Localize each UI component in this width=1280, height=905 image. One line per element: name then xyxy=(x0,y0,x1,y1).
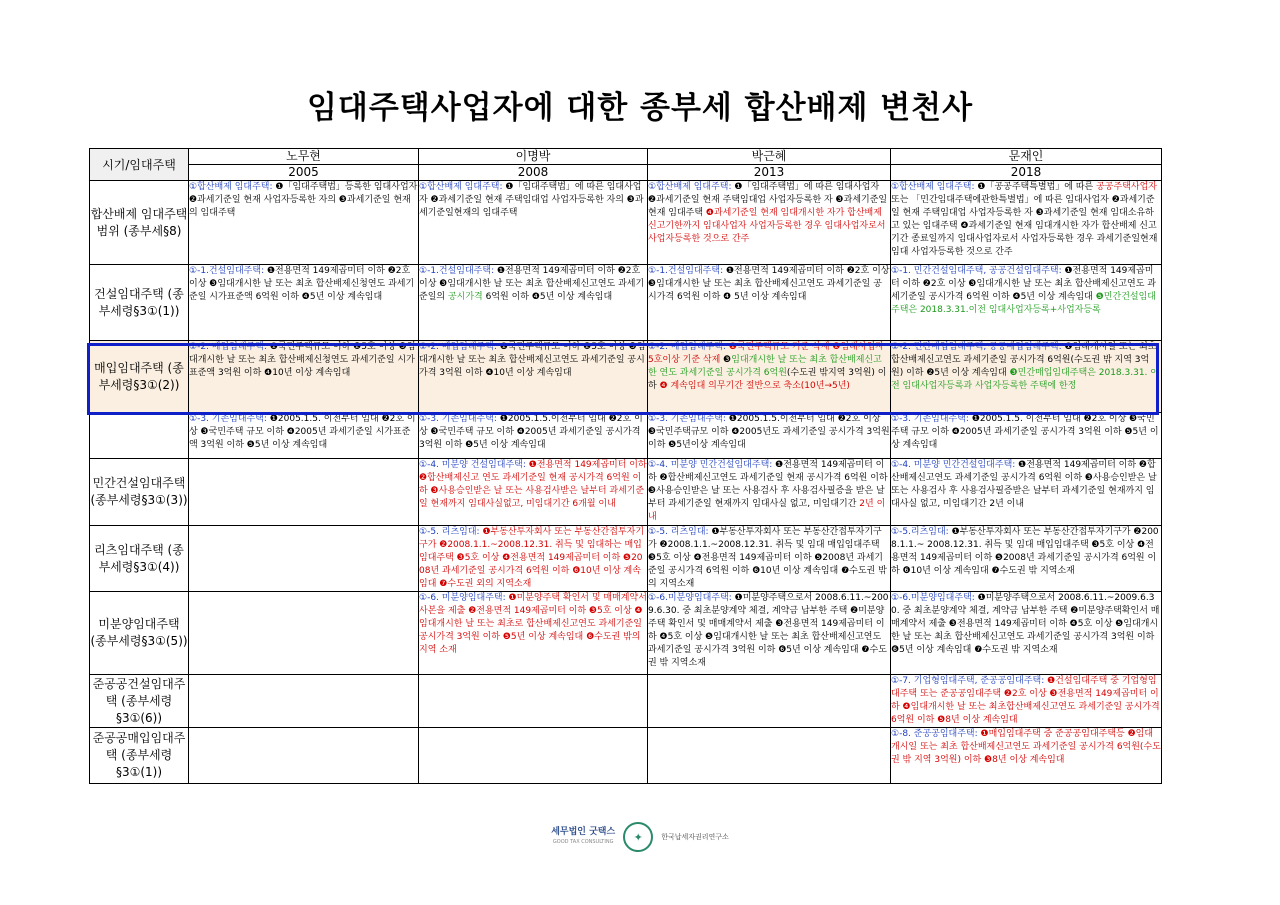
cell-text-segment: ❶국민주택규모 이하 ❷5호 이상 ❸임대개시한 날 또는 최초 합산배제신청연도 과세기준일 시가표준액 3억원 이하 ❹10년 이상 계속임대 xyxy=(189,342,416,378)
table-cell xyxy=(648,341,891,413)
row-label: 합산배제 임대주택 범위 (종부세§8) xyxy=(90,181,189,265)
cell-text-segment: ①합산배제 임대주택: xyxy=(419,182,506,192)
cell-text-segment: ①-8. 준공공임대주택: xyxy=(891,729,981,739)
table-row xyxy=(90,459,1162,526)
cell-text-segment: ①합산배제 임대주택: xyxy=(189,182,276,192)
column-name: 노무현 xyxy=(189,149,418,165)
cell-text-segment: ❶부동산투자회사 또는 부동산간접투자기구가 ❷2008.1.1.~2008.12.31. 취득 및 임대 매입임대주택 ❸5호 이상 ❹전용면적 149제곱미터 이하 ❺2008년 과세기준일 공시가격 6억원 이하 ❻10년 이상 계속임대 ❼수도권 밖의 지역소재 xyxy=(648,527,887,589)
table-cell xyxy=(891,265,1162,341)
table-cell xyxy=(419,459,648,526)
table-cell xyxy=(189,413,419,459)
table-cell xyxy=(419,675,648,728)
cell-text-segment: ❶「임대주택법」에 따른 임대사업자 ❷과세기준일 현재 주택임대업 사업자등록한 자 ❸과세기준일 현재 임대주택 xyxy=(648,182,888,218)
table-row xyxy=(90,341,1162,413)
cell-text-segment: ①-6.미분양임대주택: xyxy=(648,593,735,603)
cell-text-segment: ①-5. 리츠임대: xyxy=(419,527,483,537)
table-row xyxy=(90,265,1162,341)
cell-text-segment: 공시가격 xyxy=(447,292,483,302)
cell-text-segment: 2년 이내 xyxy=(648,499,886,522)
row-label: 미분양임대주택 (종부세령§3①(5)) xyxy=(90,592,189,675)
table-cell xyxy=(189,459,419,526)
cell-text-segment: ①-6. 미분양임대주택: xyxy=(419,593,509,603)
cell-text-segment: ①-3. 기존임대주택: xyxy=(189,414,270,424)
table-cell xyxy=(419,181,648,265)
cell-text-segment: ❶전용면적 149제곱미터 이하 ❷합산배제신고 연도 과세기준일 현재 공시가격 6억원 이하 ❸사용승인받은 날 또는 사용검사받은 날부터 과세기준일 현재까지 임대사실없고, 미임대기간 6개월 이내 xyxy=(419,460,647,509)
column-name: 문재인 xyxy=(891,149,1161,165)
cell-text-segment: ①합산배제 임대주택: xyxy=(648,182,735,192)
cell-text-segment: ❶국민주택규모 기준 삭제 ❷임대사업자 5호이상 기준 삭제 xyxy=(648,342,884,365)
cell-text-segment: 공공주택사업자 xyxy=(1096,182,1157,192)
table-row xyxy=(90,413,1162,459)
cell-text-segment: ❶미분양주택 확인서 및 매매계약서 사본을 제출 ❷전용면적 149제곱미터 이하 ❸5호 이상 ❹임대개시한 날 또는 최초로 합산배제신고연도 과세기준일 공시가격 3억원 이하 ❺5년 이상 계속임대 ❻수도권 밖의 지역 소재 xyxy=(419,593,647,655)
history-table xyxy=(89,148,1162,784)
goodtax-logo xyxy=(551,827,615,847)
table-cell xyxy=(891,592,1162,675)
cell-text-segment: ❶전용면적 149제곱미터 이하 ❷합산배제신고연도 과세기준일 현재 공시가격 6억원 이하 ❸사용승인받은 날 또는 사용검사 후 사용검사필증을 받은 날부터 과세기준일 현재까지 임대사실 없고, 미임대기간 xyxy=(648,460,888,509)
cell-text-segment: ❶2005.1.5.이전부터 임대 ❷2호 이상 ❸국민주택규모 이하 ❹2005년도 과세기준일 공시가격 3억원 이하 ❺5년이상 계속임대 xyxy=(648,414,890,450)
cell-text-segment: ①-1. 민간건설임대주택, 공공건설임대주택: xyxy=(891,266,1065,276)
cell-text-segment: ❹ 계속임대 의무기간 절반으로 축소(10년→5년) xyxy=(659,381,850,391)
table-cell xyxy=(189,675,419,728)
cell-text-segment: ❶2005.1.5.이전부터 임대 ❷2호 이상 ❸국민주택 규모 이하 ❹2005년 과세기준일 공시가격 3억원 이하 ❺5년 이상 계속임대 xyxy=(419,414,643,450)
table-cell xyxy=(648,265,891,341)
cell-text-segment: ①-2. 매입임대주택: xyxy=(189,342,270,352)
cell-text-segment: ❶「임대주택법」등록한 임대사업자 ❷과세기준일 현재 사업자등록한 자의 ❸과세기준일 현재의 임대주택 xyxy=(189,182,418,218)
column-year: 2005 xyxy=(288,165,319,179)
cell-text-segment: ❶전용면적 149제곱미터 이하 ❷2호 이상 ❸임대개시한 날 또는 최초 합산배제신고연도 과세기준일 공시가격 6억원 이하 ❹5년 이상 계속임대 xyxy=(891,266,1156,302)
cell-text-segment: ❶매입임대주택 중 준공공임대주택등 ❷임대개시일 또는 최초 합산배제신고연도 과세기준일 공시가격 6억원(수도권 밖 지역 3억원) 이하 ❸8년 이상 계속임대 xyxy=(891,729,1161,765)
column-name: 이명박 xyxy=(419,149,647,165)
cell-text-segment: ❶미분양주택으로서 2008.6.11.~2009.6.30. 중 최초분양계약 체결, 계약금 납부한 주택 ❷미분양주택확인서 매매계약서 제출 ❸전용면적 149제곱미터 이하 ❹5호 이상 ❺임대개시한 날 또는 최초 합산배제신고연도 과세기준일 공시가격 3억원 이하 ❻5년 이상 계속임대 ❼수도권 밖 지역소재 xyxy=(891,593,1160,655)
cell-text-segment: ①-5. 리츠임대: xyxy=(648,527,712,537)
table-cell xyxy=(189,592,419,675)
row-label: 민간건설임대주택 (종부세령§3①(3)) xyxy=(90,459,189,526)
row-label xyxy=(90,413,189,459)
table-cell xyxy=(891,459,1162,526)
table-cell xyxy=(891,181,1162,265)
cell-text-segment: ①-4. 미분양 건설임대주택: xyxy=(419,460,529,470)
table-cell xyxy=(891,413,1162,459)
cell-text-segment: ❶미분양주택으로서 2008.6.11.~2009.6.30. 중 최초분양계약 체결, 계약금 납부한 주택 ❷미분양주택 확인서 및 매매계약서 제출 ❸전용면적 149제곱미터 이하 ❹5호 이상 ❺임대개시한 날 또는 최초 합산배제신고연도 과세기준일 공시가격 3억원 이하 ❻5년 이상 계속임대 ❼수도권 밖 지역소재 xyxy=(648,593,889,668)
column-year: 2008 xyxy=(517,165,549,179)
table-cell xyxy=(891,728,1162,784)
table-row xyxy=(90,181,1162,265)
cell-text-segment: ①-1.건설임대주택: xyxy=(419,266,497,276)
column-year: 2013 xyxy=(753,165,785,179)
row-label: 매입임대주택 (종부세령§3①(2)) xyxy=(90,341,189,413)
column-year: 2018 xyxy=(1010,165,1042,179)
cell-text-segment: ❶전용면적 149제곱미터 이하 ❷2호 이상 ❸임대개시한 날 또는 최초 합산배제신고연도 과세기준일 공시가격 6억원 이하 ❹ 5년 이상 계속임대 xyxy=(648,266,890,302)
table-cell xyxy=(891,526,1162,592)
cell-text-segment: ❶임대개시일 또는 최초 합산배제신고연도 과세기준일 공시가격 6억원(수도권 밖 지역 3억원) 이하 ❷5년 이상 계속임대 xyxy=(891,342,1157,378)
column-name: 박근혜 xyxy=(648,149,890,165)
cell-text-segment: (수도권 밖지역 3억원) 이하 xyxy=(648,368,887,391)
cell-text-segment: ❶전용면적 149제곱미터 이하 ❷2호 이상 ❸임대개시한 날 또는 최초 합산배제신청연도 과세기준일 시가표준액 6억원 이하 ❹5년 이상 계속임대 xyxy=(189,266,415,302)
institute-logo-text: 한국납세자권리연구소 xyxy=(661,833,729,841)
cell-text-segment: ①-3. 기존임대주택: xyxy=(419,414,500,424)
table-cell xyxy=(648,459,891,526)
table-cell xyxy=(891,341,1162,413)
cell-text-segment: ①-3. 기존임대주택: xyxy=(648,414,729,424)
cell-text-segment: ❹과세기준일 현재 임대개시한 자가 합산배제 신고기한까지 임대사업자 사업자등록한 경우 임대사업자로서 사업자등록한 것으로 간주 xyxy=(648,208,886,244)
cell-text-segment: ❶국민주택규모 이하 ❷5호 이상 ❸임대개시한 날 또는 최초 합산배제신고연도 과세기준일 공시가격 3억원 이하 ❹10년 이상 계속임대 xyxy=(419,342,646,378)
cell-text-segment: ①-4. 미분양 민간건설임대주택: xyxy=(891,460,1019,470)
table-cell xyxy=(419,526,648,592)
cell-text-segment: ❺민간건설임대주택은 2018.3.31.이전 임대사업자등록+사업자등록 xyxy=(891,292,1156,315)
row-label: 리츠임대주택 (종부세령§3①(4)) xyxy=(90,526,189,592)
cell-text-segment: ①-2. 매입임대주택: xyxy=(648,342,729,352)
cell-text-segment: ①-7. 기업형임대주택, 준공공임대주택: xyxy=(891,676,1048,686)
cell-text-segment: ❶부동산투자회사 또는 부동산간접투자기구가 ❷2008.1.1.~ 2008.12.31. 취득 및 임대 매입임대주택 ❸5호 이상 ❹전용면적 149제곱미터 이하 ❺2008년 과세기준일 공시가격 6억원 이하 ❻10년 이상 계속임대 ❼수도권 밖 지역소재 xyxy=(891,527,1159,576)
cell-text-segment: ❸민간매입임대주택은 2018.3.31. 이전 임대사업자등록과 사업자등록한 주택에 한정 xyxy=(891,368,1159,391)
table-row xyxy=(90,728,1162,784)
table-cell xyxy=(419,265,648,341)
cell-text-segment: ❶전용면적 149제곱미터 이하 ❷합산배제신고연도 과세기준일 공시가격 6억원 이하 ❸사용승인받은 날 또는 사용검사 후 사용검사필증받은 날부터 과세기준일 현재까지 임대사실 없고, 미임대기간 2년 이내 xyxy=(891,460,1157,509)
table-cell xyxy=(419,728,648,784)
table-cell xyxy=(648,413,891,459)
table-cell xyxy=(419,341,648,413)
table-cell xyxy=(189,181,419,265)
cell-text-segment: ①-1.건설임대주택: xyxy=(189,266,267,276)
cell-text-segment: ①-2. 민간매입임대주택, 공공매입임대주택: xyxy=(891,342,1065,352)
goodtax-logo-sub: GOOD TAX CONSULTING xyxy=(552,839,614,845)
cell-text-segment: ❶「임대주택법」에 따른 임대사업자 ❷과세기준일 현재 주택임대업 사업자등록한 자의 ❸과세기준일현재의 임대주택 xyxy=(419,182,644,218)
table-cell xyxy=(189,728,419,784)
table-cell xyxy=(419,592,648,675)
cell-text-segment: ①-5.리츠임대: xyxy=(891,527,952,537)
cell-text-segment: ❶전용면적 149제곱미터 이하 ❷2호 이상 ❸임대개시한 날 또는 최초 합산배제신고연도 과세기준일의 xyxy=(419,266,645,302)
cell-text-segment: ❸ xyxy=(720,355,732,365)
column-header xyxy=(648,149,891,181)
goodtax-logo-text: 세무법인 굿택스 xyxy=(551,827,616,837)
row-label: 준공공매입임대주택 (종부세령§3①(1)) xyxy=(90,728,189,784)
table-cell xyxy=(419,413,648,459)
table-cell xyxy=(648,526,891,592)
cell-text-segment: ①-6.미분양임대주택: xyxy=(891,593,978,603)
page-title: 임대주택사업자에 대한 종부세 합산배제 변천사 xyxy=(306,90,974,126)
footer xyxy=(0,822,1280,852)
column-header xyxy=(891,149,1162,181)
cell-text-segment: ①-1.건설임대주택: xyxy=(648,266,726,276)
column-header xyxy=(189,149,419,181)
cell-text-segment: ①합산배제 임대주택: xyxy=(891,182,978,192)
column-header xyxy=(419,149,648,181)
cell-text-segment: ①-2. 매입임대주택: xyxy=(419,342,500,352)
cell-text-segment: 임대개시한 날 또는 최초 합산배제신고한 연도 과세기준일 공시가격 6억원 xyxy=(648,355,882,378)
table-row xyxy=(90,592,1162,675)
row-label: 건설임대주택 (종부세령§3①(1)) xyxy=(90,265,189,341)
cell-text-segment: ❶2005.1.5. 이전부터 임대 ❷2호 이상 ❸국민주택 규모 이하 ❹2005년 과세기준일 공시가격 3억원 이하 ❺5년 이상 계속임대 xyxy=(891,414,1159,450)
cell-text-segment: 6억원 이하 ❹5년 이상 계속임대 xyxy=(482,292,613,302)
table-cell xyxy=(189,341,419,413)
cell-text-segment: ①-4. 미분양 민간건설임대주택: xyxy=(648,460,776,470)
cell-text-segment: 또는 「민간임대주택에관한특별법」에 따른 임대사업자 ❷과세기준일 현재 주택임대업 사업자등록한 자 ❸과세기준일 현재 임대소유하고 있는 임대주택 ❹과세기준일 현재 임대개시한 자가 합산배제 신고기간 종료일까지 임대사업자로서 사업자등록한 경우 과세기준일현재 임대 사업자등록한 것으로 간주 xyxy=(891,195,1158,257)
table-cell xyxy=(648,181,891,265)
cell-text-segment: ❶2005.1.5. 이전부터 임대 ❷2호 이상 ❸국민주택 규모 이하 ❹2005년 과세기준일 시가표준액 3억원 이하 ❺5년 이상 계속임대 xyxy=(189,414,416,450)
cell-text-segment: ❶건설임대주택 중 기업형임대주택 또는 준공공임대주택 ❷2호 이상 ❸전용면적 149제곱미터 이하 ❹임대개시한 날 또는 최초합산배제신고연도 과세기준일 공시가격 6억원 이하 ❺8년 이상 계속임대 xyxy=(891,676,1160,725)
table-cell xyxy=(648,592,891,675)
table-cell xyxy=(891,675,1162,728)
cell-text-segment: ①-3. 기존임대주택: xyxy=(891,414,972,424)
table-row xyxy=(90,526,1162,592)
corner-header: 시기/임대주택 xyxy=(90,149,189,181)
seal-icon: ✦ xyxy=(623,822,653,852)
table-cell xyxy=(189,265,419,341)
cell-text-segment: ❶부동산투자회사 또는 부동산간접투자기구가 ❷2008.1.1.~2008.12.31. 취득 및 임대하는 매입임대주택 ❸5호 이상 ❹전용면적 149제곱미터 이하 ❺2008년 과세기준일 공시가격 6억원 이하 ❻10년 이상 계속임대 ❼수도권 외의 지역소재 xyxy=(419,527,645,589)
table-cell xyxy=(648,728,891,784)
row-label: 준공공건설임대주택 (종부세령§3①(6)) xyxy=(90,675,189,728)
table-cell xyxy=(648,675,891,728)
table-cell xyxy=(189,526,419,592)
table-row xyxy=(90,675,1162,728)
cell-text-segment: ❶「공공주택특별법」에 따른 xyxy=(977,182,1097,192)
